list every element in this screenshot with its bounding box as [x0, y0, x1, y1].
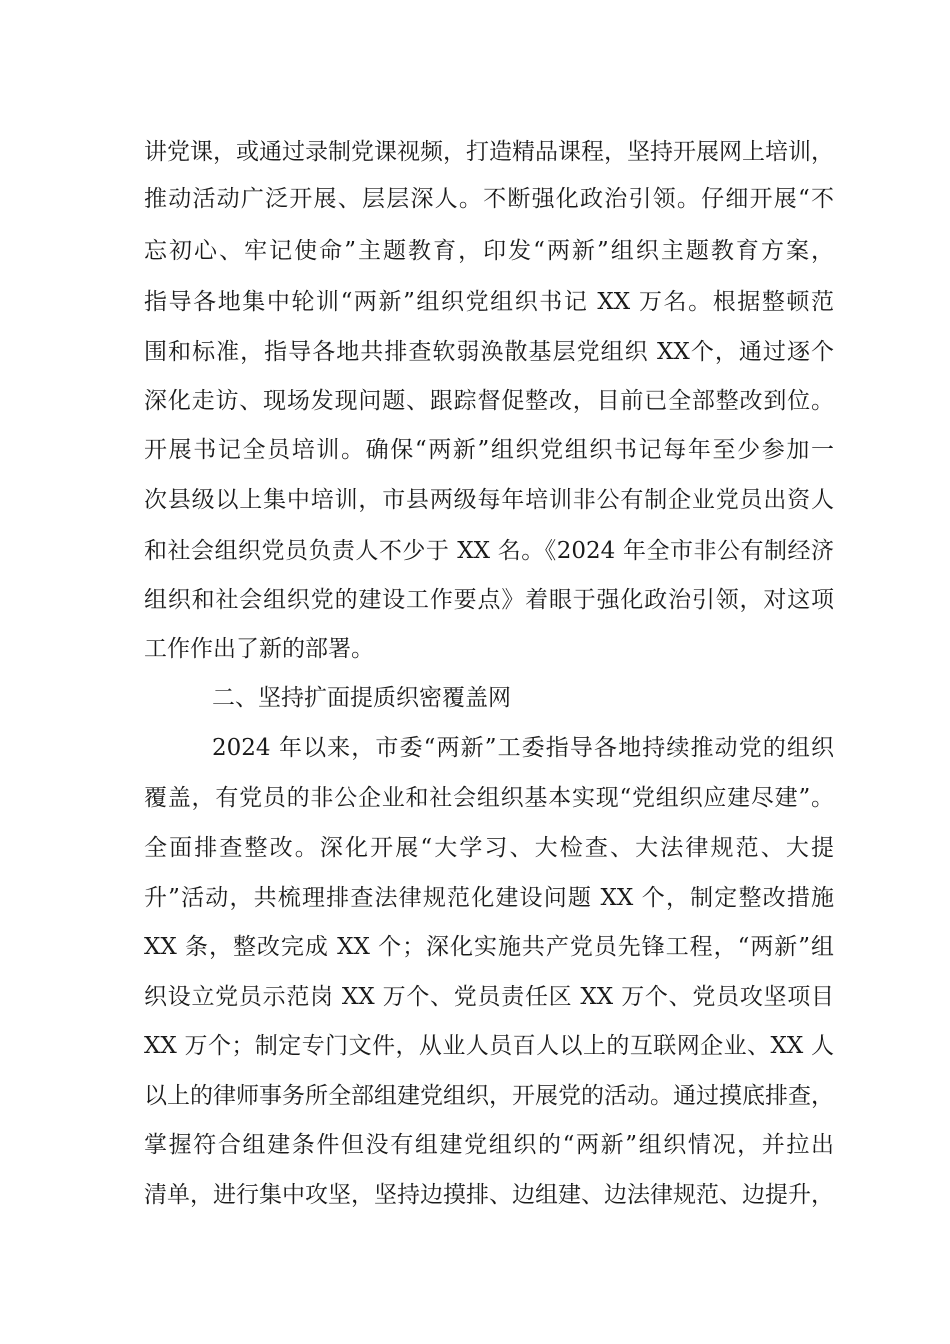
body-text-line: 组织和社会组织党的建设工作要点》着眼于强化政治引领，对这项 — [144, 587, 834, 613]
body-text-line: 开展书记全员培训。确保“两新”组织党组织书记每年至少参加一 — [144, 437, 834, 463]
body-text-line: 以上的律师事务所全部组建党组织，开展党的活动。通过摸底排查， — [144, 1083, 834, 1109]
body-text-line: 掌握符合组建条件但没有组建党组织的“两新”组织情况，并拉出 — [144, 1132, 834, 1158]
body-text-line: 讲党课，或通过录制党课视频，打造精品课程，坚持开展网上培训， — [144, 139, 834, 165]
body-text-line: 清单，进行集中攻坚，坚持边摸排、边组建、边法律规范、边提升， — [144, 1182, 834, 1208]
body-text-line: 和社会组织党员负责人不少于 XX 名。《2024 年全市非公有制经济 — [144, 538, 834, 564]
body-text-line: 升”活动，共梳理排查法律规范化建设问题 XX 个，制定整改措施 — [144, 885, 834, 911]
body-text-line: 推动活动广泛开展、层层深人。不断强化政治引领。仔细开展“不 — [144, 186, 834, 212]
body-text-line: 次县级以上集中培训，市县两级每年培训非公有制企业党员出资人 — [144, 487, 834, 513]
body-text-line: 覆盖，有党员的非公企业和社会组织基本实现“党组织应建尽建”。 — [144, 785, 834, 811]
body-text-line: XX 条，整改完成 XX 个；深化实施共产党员先锋工程，“两新”组 — [144, 934, 834, 960]
body-text-line: 全面排查整改。深化开展“大学习、大检查、大法律规范、大提 — [144, 835, 834, 861]
body-text-line: 深化走访、现场发现问题、跟踪督促整改，目前已全部整改到位。 — [144, 388, 834, 414]
body-text-line: 工作作出了新的部署。 — [144, 636, 374, 662]
body-text-line: 指导各地集中轮训“两新”组织党组织书记 XX 万名。根据整顿范 — [144, 289, 834, 315]
body-text-line: 忘初心、牢记使命”主题教育，印发“两新”组织主题教育方案， — [144, 238, 834, 264]
body-text-line: 织设立党员示范岗 XX 万个、党员责任区 XX 万个、党员攻坚项目 — [144, 984, 834, 1010]
section-heading: 二、坚持扩面提质织密覆盖网 — [212, 685, 511, 711]
body-text-line: 围和标准，指导各地共排查软弱涣散基层党组织 XX个，通过逐个 — [144, 339, 834, 365]
body-text-line: 2024 年以来，市委“两新”工委指导各地持续推动党的组织 — [212, 735, 834, 761]
body-text-line: XX 万个；制定专门文件，从业人员百人以上的互联网企业、XX 人 — [144, 1033, 834, 1059]
